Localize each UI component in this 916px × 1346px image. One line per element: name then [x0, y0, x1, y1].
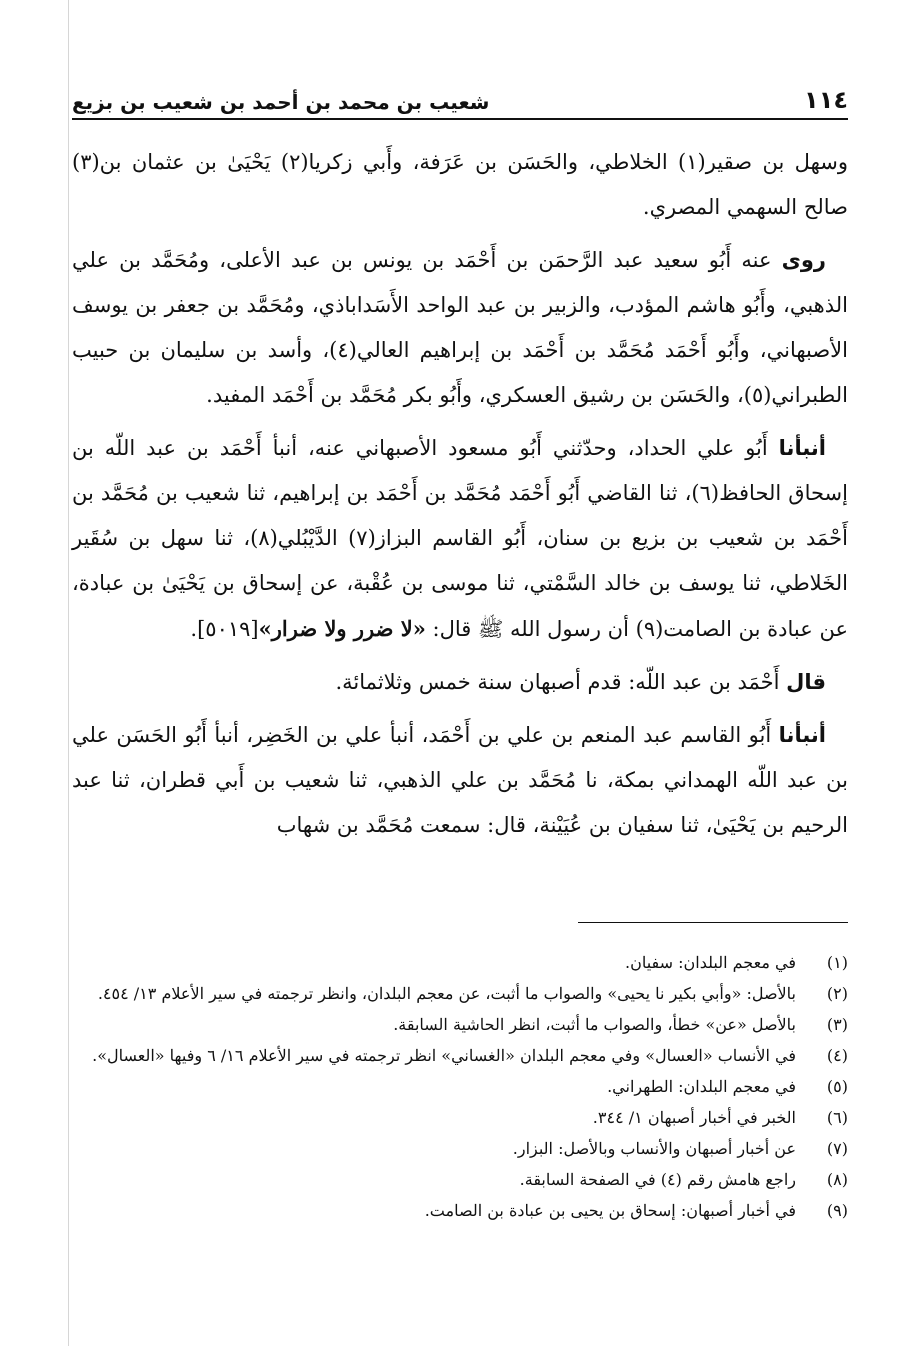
- footnote-number: (١): [826, 953, 848, 972]
- page-edge-line: [68, 0, 69, 1346]
- footnote: [72, 1196, 848, 1225]
- footnote-text: في معجم البلدان: سفيان.: [625, 953, 796, 972]
- page-number: ١١٤: [804, 86, 848, 114]
- footnote-text: في الأنساب «العسال» وفي معجم البلدان «الغساني» انظر ترجمته في سير الأعلام ١٦/ ٦ وفيها «العسال».: [92, 1046, 796, 1065]
- paragraph: [72, 238, 848, 418]
- paragraph-lead: روى: [781, 248, 826, 272]
- paragraph: [72, 140, 848, 230]
- footnote: [72, 1134, 848, 1163]
- footnote-number: (٤): [826, 1046, 848, 1065]
- footnote: [72, 1103, 848, 1132]
- header-rule: [72, 118, 848, 120]
- paragraph-text: أَبُو علي الحداد، وحدّثني أَبُو مسعود الأصبهاني عنه، أنبأ أَحْمَد بن عبد اللّه بن إسحاق الحافظ(٦)، ثنا القاضي أَبُو أَحْمَد مُحَمَّد بن أَحْمَد بن إبراهيم، ثنا شعيب بن مُحَمَّد بن أَحْمَد بن شعيب بن بزيع بن سنان، أَبُو القاسم البزاز(٧) الدَّيْبُلي(٨)، ثنا سهل بن سُقَير الخَلاطي، ثنا يوسف بن خالد السَّمْتي، ثنا موسى بن عُقْبة، عن إسحاق بن يَحْيَىٰ بن عبادة، عن عبادة بن الصامت(٩) أن رسول الله ﷺ قال:: [72, 436, 848, 641]
- main-text: [72, 140, 848, 856]
- paragraph: [72, 713, 848, 848]
- footnote-number: (٩): [826, 1201, 848, 1220]
- footnote-number: (٥): [826, 1077, 848, 1096]
- footnote-text: في معجم البلدان: الطهراني.: [607, 1077, 796, 1096]
- footnote: [72, 1010, 848, 1039]
- footnotes: [72, 948, 848, 1227]
- paragraph: [72, 660, 848, 705]
- footnote: [72, 1165, 848, 1194]
- paragraph-lead: قال: [786, 670, 826, 694]
- hadith-number: [٥٠١٩].: [190, 617, 259, 641]
- paragraph-lead: أنبأنا: [778, 436, 826, 460]
- footnote-number: (٨): [826, 1170, 848, 1189]
- footnote: [72, 979, 848, 1008]
- paragraph-text: أَحْمَد بن عبد اللّه: قدم أصبهان سنة خمس وثلاثمائة.: [335, 670, 780, 694]
- book-page: [72, 0, 848, 1346]
- footnote-text: راجع هامش رقم (٤) في الصفحة السابقة.: [519, 1170, 796, 1189]
- footnote-text: بالأصل: «وأبي بكير نا يحيى» والصواب ما أثبت، عن معجم البلدان، وانظر ترجمته في سير الأعلام ١٣/ ٤٥٤.: [97, 984, 796, 1003]
- footnote-number: (٦): [826, 1108, 848, 1127]
- footnote: [72, 948, 848, 977]
- paragraph-lead: أنبأنا: [778, 723, 826, 747]
- paragraph-text: وسهل بن صقير(١) الخلاطي، والحَسَن بن عَرَفة، وأَبي زكريا(٢) يَحْيَىٰ بن عثمان بن(٣) صالح السهمي المصري.: [72, 150, 848, 219]
- footnote-number: (٢): [826, 984, 848, 1003]
- footnote-number: (٧): [826, 1139, 848, 1158]
- hadith-quote: «لا ضرر ولا ضرار»: [258, 616, 426, 641]
- paragraph: [72, 426, 848, 652]
- page-header: [72, 74, 848, 114]
- paragraph-text: عنه أَبُو سعيد عبد الرَّحمَن بن أَحْمَد بن يونس بن عبد الأعلى، ومُحَمَّد بن علي الذهبي، وأَبُو هاشم المؤدب، والزبير بن عبد الواحد الأَسَداباذي، ومُحَمَّد بن جعفر بن يوسف الأصبهاني، وأَبُو أَحْمَد مُحَمَّد بن أَحْمَد بن إبراهيم العالي(٤)، وأسد بن سليمان بن حبيب الطبراني(٥)، والحَسَن بن رشيق العسكري، وأَبُو بكر مُحَمَّد بن أَحْمَد المفيد.: [72, 248, 848, 407]
- footnote-text: في أخبار أصبهان: إسحاق بن يحيى بن عبادة بن الصامت.: [424, 1201, 796, 1220]
- footnote-number: (٣): [826, 1015, 848, 1034]
- footnote-text: الخبر في أخبار أصبهان ١/ ٣٤٤.: [592, 1108, 796, 1127]
- footnote-text: عن أخبار أصبهان والأنساب وبالأصل: البزار.: [512, 1139, 796, 1158]
- footnote-text: بالأصل «عن» خطأ، والصواب ما أثبت، انظر الحاشية السابقة.: [393, 1015, 796, 1034]
- paragraph-text: أَبُو القاسم عبد المنعم بن علي بن أَحْمَد، أنبأ علي بن الخَضِر، أنبأ أَبُو الحَسَن علي بن عبد اللّه الهمداني بمكة، نا مُحَمَّد بن علي الذهبي، ثنا شعيب بن أَبي قطران، ثنا عبد الرحيم بن يَحْيَىٰ، ثنا سفيان بن عُيَيْنة، قال: سمعت مُحَمَّد بن شهاب: [72, 723, 848, 837]
- footnote: [72, 1072, 848, 1101]
- running-title: شعيب بن محمد بن أحمد بن شعيب بن بزيع: [72, 90, 490, 114]
- footnote-rule: [578, 922, 848, 923]
- footnote: [72, 1041, 848, 1070]
